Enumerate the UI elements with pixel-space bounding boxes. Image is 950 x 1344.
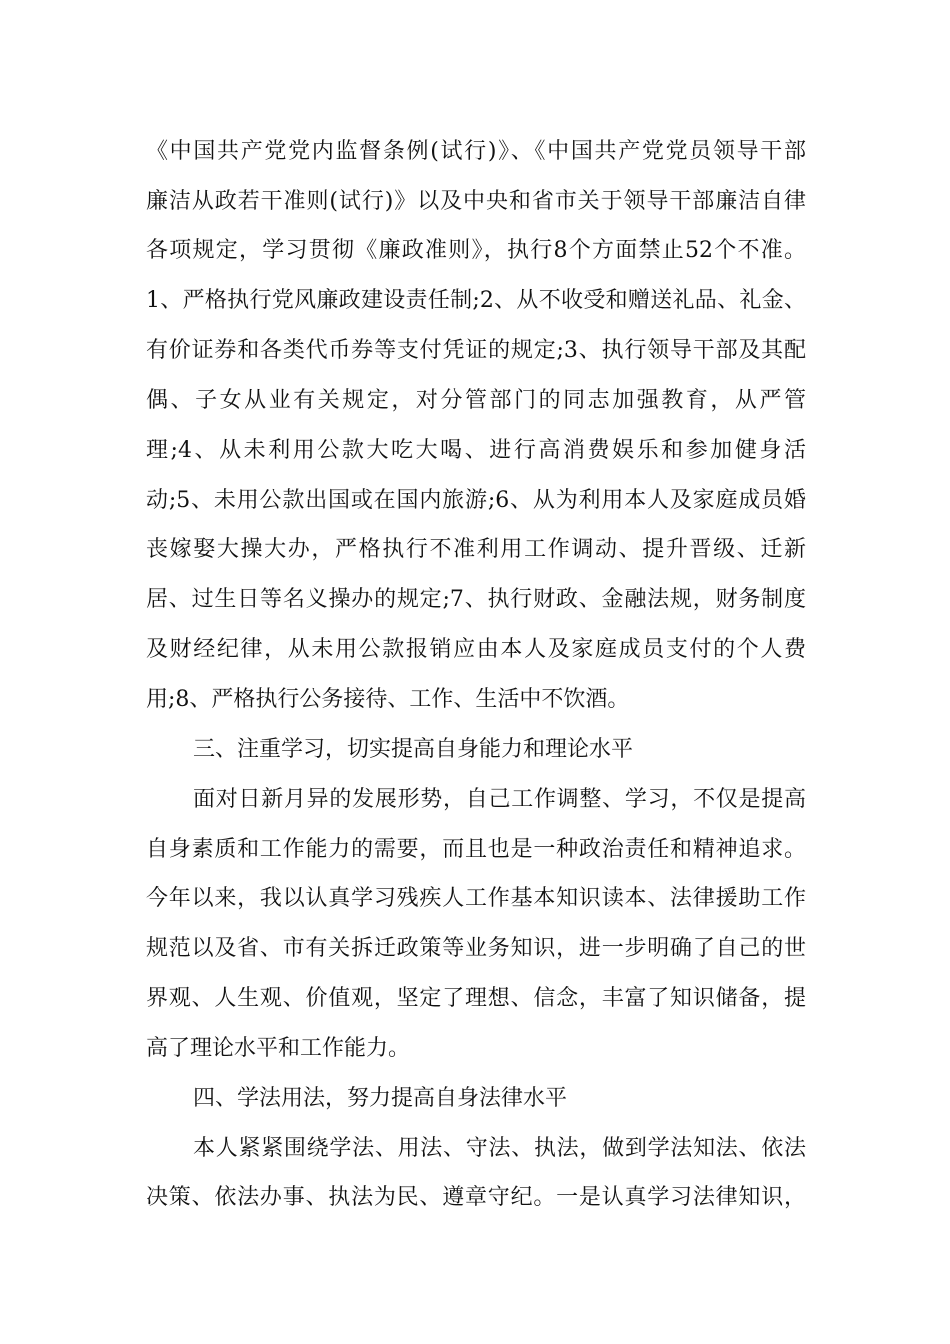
text-line-18: 界观、人生观、价值观，坚定了理想、信念，丰富了知识储备，提 [146,986,806,1011]
text-line-19: 高了理论水平和工作能力。 [146,1036,411,1061]
text-line-5: 有价证券和各类代币券等支付凭证的规定;3、执行领导干部及其配 [146,338,806,363]
text-line-9: 丧嫁娶大操大办，严格执行不准利用工作调动、提升晋级、迁新 [146,537,806,562]
text-line-3: 各项规定，学习贯彻《廉政准则》，执行8个方面禁止52个不准。 [146,238,806,263]
section-heading-three: 三、注重学习，切实提高自身能力和理论水平 [193,737,634,762]
text-line-4: 1、严格执行党风廉政建设责任制;2、从不收受和赠送礼品、礼金、 [146,288,806,313]
text-line-22: 决策、依法办事、执法为民、遵章守纪。一是认真学习法律知识， [146,1185,806,1210]
text-line-2: 廉洁从政若干准则(试行)》以及中央和省市关于领导干部廉洁自律 [146,189,806,214]
text-line-7: 理;4、从未利用公款大吃大喝、进行高消费娱乐和参加健身活 [146,438,806,463]
section-heading-four: 四、学法用法，努力提高自身法律水平 [193,1086,568,1111]
text-line-10: 居、过生日等名义操办的规定;7、执行财政、金融法规，财务制度 [146,587,806,612]
text-line-1: 《中国共产党党内监督条例(试行)》、《中国共产党党员领导干部 [146,139,806,164]
text-line-8: 动;5、未用公款出国或在国内旅游;6、从为利用本人及家庭成员婚 [146,488,806,513]
text-line-11: 及财经纪律，从未用公款报销应由本人及家庭成员支付的个人费 [146,637,806,662]
text-line-15: 自身素质和工作能力的需要，而且也是一种政治责任和精神追求。 [146,837,806,862]
text-line-16: 今年以来，我以认真学习残疾人工作基本知识读本、法律援助工作 [146,886,806,911]
text-line-12: 用;8、严格执行公务接待、工作、生活中不饮酒。 [146,687,630,712]
text-line-21: 本人紧紧围绕学法、用法、守法、执法，做到学法知法、依法 [193,1136,806,1161]
text-line-14: 面对日新月异的发展形势，自己工作调整、学习，不仅是提高 [193,787,806,812]
text-line-6: 偶、子女从业有关规定，对分管部门的同志加强教育，从严管 [146,388,806,413]
text-line-17: 规范以及省、市有关拆迁政策等业务知识，进一步明确了自己的世 [146,936,806,961]
